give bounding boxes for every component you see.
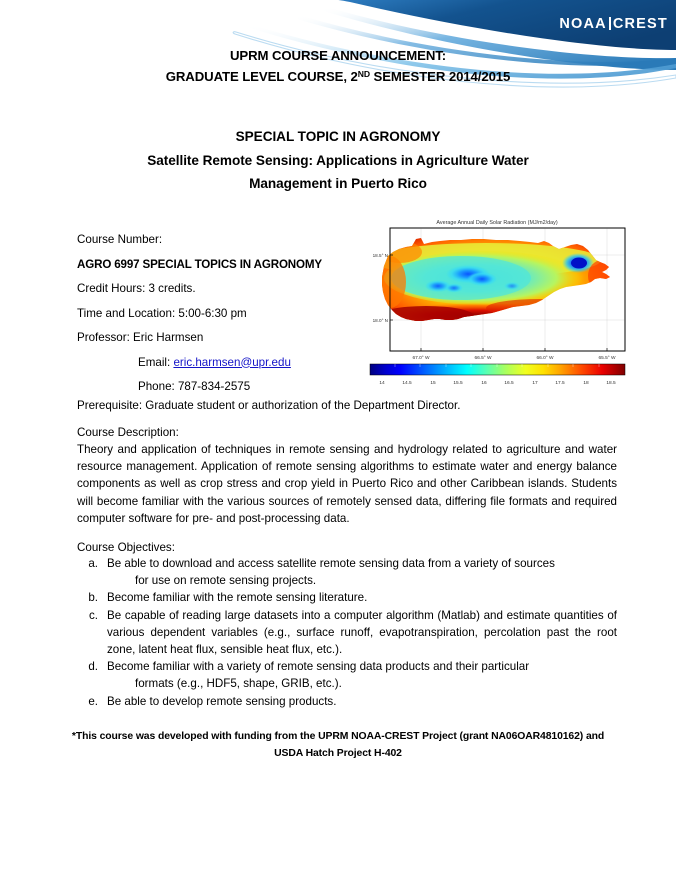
logo-noaa-text: NOAA (559, 16, 607, 32)
list-item-text (107, 589, 617, 606)
colorbar-tick-4: 16 (481, 381, 487, 386)
list-item (77, 555, 617, 589)
list-item (77, 589, 617, 606)
logo-separator-icon (609, 17, 611, 30)
chart-x-tick-0: 67.0° W (412, 356, 430, 361)
list-item (77, 693, 617, 710)
list-item-continuation: for use on remote sensing projects. (135, 574, 317, 588)
course-number-label: Course Number: (77, 233, 163, 246)
list-item-text: Be able to develop remote sensing products. (107, 694, 337, 708)
colorbar-tick-2: 15 (430, 381, 436, 386)
announcement-line-2-post: SEMESTER 2014/2015 (369, 69, 511, 84)
colorbar-tick-8: 18 (583, 381, 589, 386)
list-item-marker: d. (88, 660, 98, 674)
chart-x-tick-3: 65.5° W (598, 356, 616, 361)
ordinal-superscript: ND (357, 69, 370, 79)
funding-footnote (0, 729, 676, 762)
list-item-marker: e. (88, 694, 98, 708)
announcement-line-1: UPRM COURSE ANNOUNCEMENT: (229, 48, 447, 63)
course-objectives-list (77, 555, 617, 710)
credit-hours: Credit Hours: 3 credits. (77, 282, 196, 295)
course-details (77, 228, 367, 400)
list-item-main: Become familiar with a variety of remote sensing data products and their particular (107, 660, 530, 674)
list-item-continuation: formats (e.g., HDF5, shape, GRIB, etc.). (135, 677, 342, 691)
title-line-1: SPECIAL TOPIC IN AGRONOMY (235, 129, 441, 144)
email-link[interactable]: eric.harmsen@upr.edu (173, 355, 291, 369)
footnote-line-1: *This course was developed with funding from the UPRM NOAA-CREST Project (grant NA06OAR4810162) and (71, 731, 605, 742)
list-item (77, 607, 617, 659)
colorbar-tick-1: 14.5 (402, 381, 412, 386)
solar-radiation-map-figure (366, 216, 629, 388)
course-description-body: Theory and application of techniques in remote sensing and hydrology related to agriculture and water resource management. Application of remote sensing algorithms to estimate water and energy balance components as well as crop stress and crop yield in Puerto Rico and other Caribbean islands. Students will become familiar with the various sources of remotely sensed data, differing file formats and required computer software for pre- and post-processing data. (77, 443, 617, 525)
colorbar-tick-6: 17 (532, 381, 538, 386)
colorbar-tick-3: 15.5 (453, 381, 463, 386)
course-objectives-heading: Course Objectives: (77, 541, 175, 554)
chart-y-tick-1: 18.0° N (372, 318, 388, 323)
course-description-heading: Course Description: (77, 426, 179, 439)
list-item-main: Become familiar with the remote sensing literature. (107, 591, 368, 605)
time-and-location: Time and Location: 5:00-6:30 pm (77, 306, 247, 320)
professor: Professor: Eric Harmsen (77, 331, 204, 344)
chart-title: Average Annual Daily Solar Radiation (MJ/m2/day) (436, 220, 558, 226)
title-line-2: Satellite Remote Sensing: Applications in Agriculture Water (147, 152, 529, 168)
phone-row: Phone: 787-834-2575 (138, 380, 251, 393)
colorbar-tick-5: 16.5 (504, 381, 514, 386)
colorbar-tick-0: 14 (379, 381, 385, 386)
announcement-line-2 (0, 65, 676, 86)
announcement-line-2-pre: GRADUATE LEVEL COURSE, 2 (165, 69, 358, 84)
course-number-value: AGRO 6997 SPECIAL TOPICS IN AGRONOMY (77, 257, 322, 271)
email-label: Email: (138, 355, 174, 369)
chart-y-tick-0: 18.5° N (372, 253, 388, 258)
email-row (77, 351, 367, 376)
chart-x-tick-2: 66.0° W (536, 356, 554, 361)
chart-colorbar (370, 364, 625, 386)
list-item (77, 658, 617, 692)
prerequisite: Prerequisite: Graduate student or authorization of the Department Director. (77, 399, 461, 412)
noaa-crest-logo (559, 16, 668, 32)
list-item-marker: b. (88, 591, 98, 605)
solar-radiation-heatmap (366, 216, 629, 388)
list-item-main: Be able to download and access satellite remote sensing data from a variety of sources (107, 557, 555, 570)
colorbar-tick-7: 17.5 (555, 381, 565, 386)
chart-x-tick-1: 66.5° W (474, 356, 492, 361)
title-line-3: Management in Puerto Rico (249, 176, 427, 191)
list-item-text (107, 555, 617, 589)
list-item-text: Be capable of reading large datasets into a computer algorithm (Matlab) and estimate quantities of various dependent variables (e.g., surface runoff, evapotranspiration, percolation past the root zone, latent heat flux, sensible heat flux, etc.). (107, 608, 617, 657)
logo-crest-text: CREST (612, 16, 668, 32)
list-item-marker: a. (88, 557, 98, 570)
list-item-text (107, 658, 617, 692)
announcement-heading (0, 46, 676, 86)
page-title (60, 125, 616, 196)
colorbar-tick-9: 18.5 (606, 381, 616, 386)
footnote-line-2: USDA Hatch Project H-402 (274, 747, 402, 759)
list-item-marker: c. (88, 608, 98, 622)
